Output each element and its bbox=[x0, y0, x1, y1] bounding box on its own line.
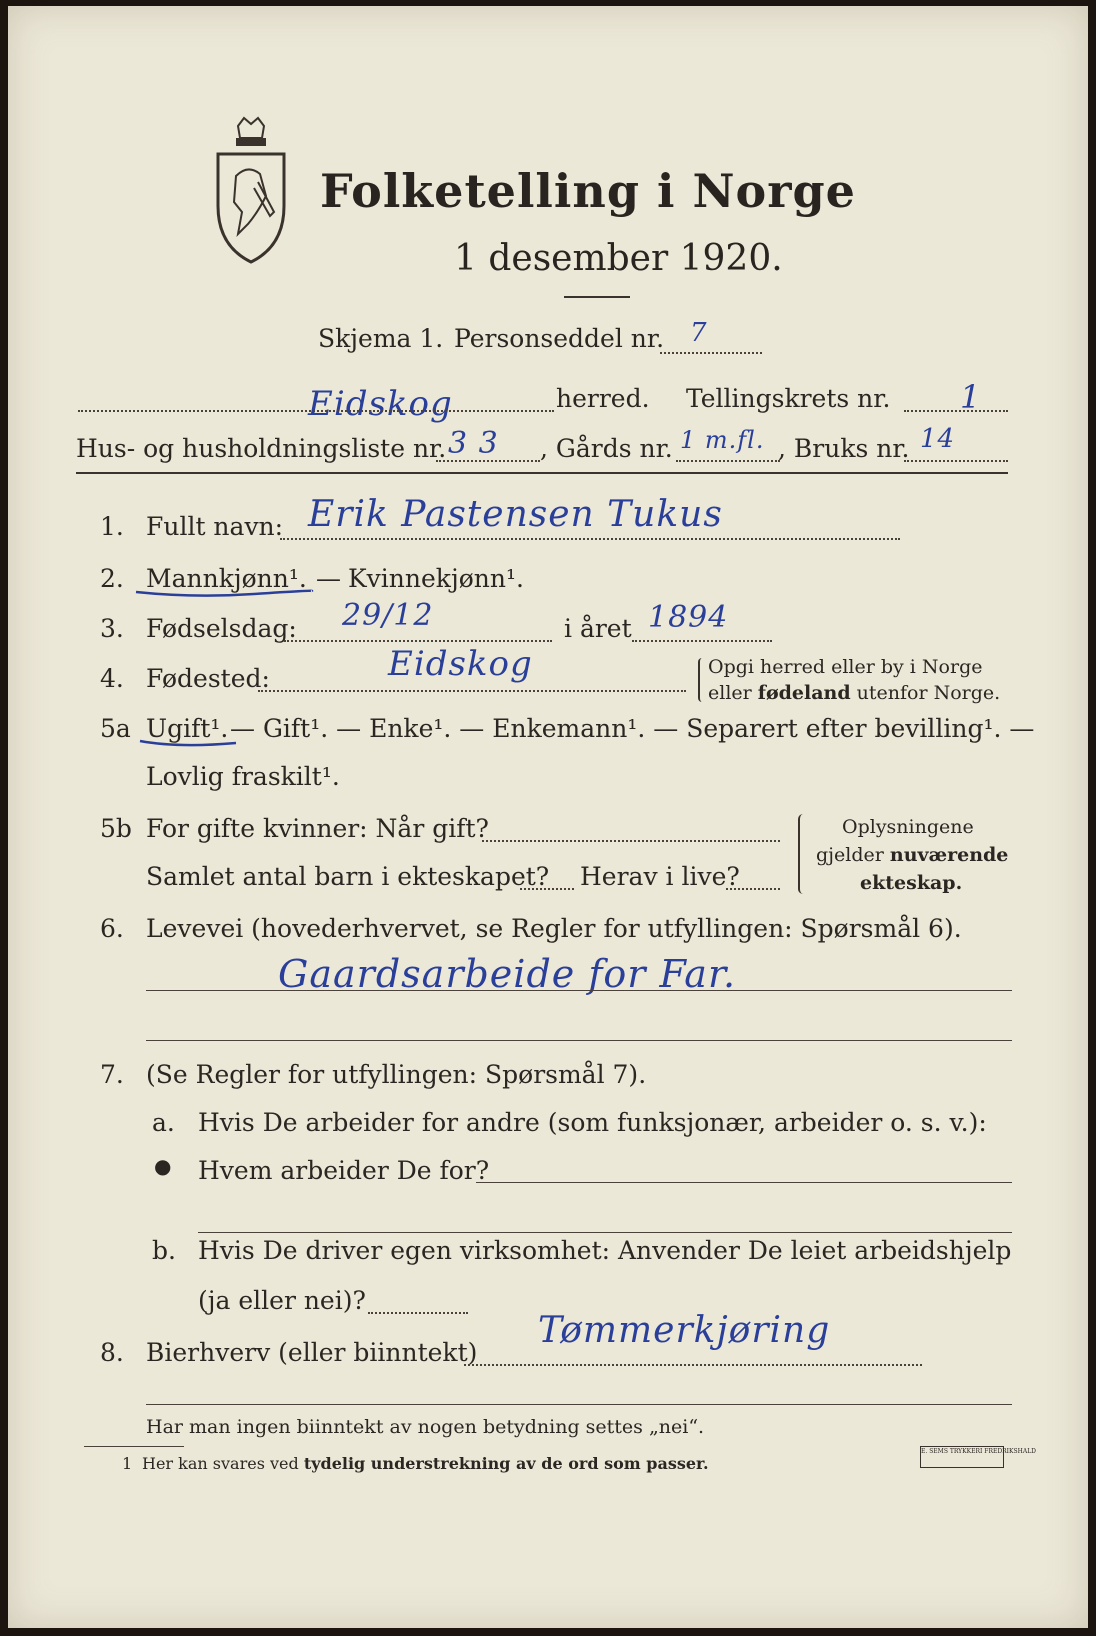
coat-of-arms-icon bbox=[208, 116, 294, 266]
birth-date-field[interactable]: 29/12 bbox=[342, 598, 434, 633]
birthplace-field[interactable]: Eidskog bbox=[388, 644, 533, 684]
q3-number: 3. bbox=[100, 614, 124, 643]
ugift-underline-mark bbox=[138, 738, 238, 748]
q7b-label: Hvis De driver egen virksomhet: Anvender De leiet arbeidshjelp bbox=[198, 1236, 1012, 1265]
q6-number: 6. bbox=[100, 914, 124, 943]
children-alive-field[interactable] bbox=[726, 888, 780, 890]
personseddel-label: Personseddel nr. bbox=[454, 324, 665, 353]
husliste-label: Hus- og husholdningsliste nr. bbox=[76, 434, 447, 463]
occupation-label: Levevei (hovederhvervet, se Regler for utfyllingen: Spørsmål 6). bbox=[146, 914, 962, 943]
children-alive-label: Herav i live? bbox=[580, 862, 740, 891]
full-name-field[interactable]: Erik Pastensen Tukus bbox=[308, 494, 723, 535]
q5b-number: 5b bbox=[100, 814, 132, 843]
married-when-field[interactable] bbox=[482, 840, 780, 842]
hired-help-label: (ja eller nei)? bbox=[198, 1286, 366, 1315]
side-income-label: Bierhverv (eller biinntekt) bbox=[146, 1338, 478, 1367]
children-count-field[interactable] bbox=[520, 888, 574, 890]
herred-label: herred. bbox=[556, 384, 650, 413]
birthplace-note-1: Opgi herred eller by i Norge bbox=[708, 656, 983, 678]
footnote-number: 1 bbox=[122, 1454, 133, 1473]
q3-label: Fødselsdag: bbox=[146, 614, 297, 643]
marriage-note-2: gjelder nuværende bbox=[816, 844, 1009, 866]
q7b-letter: b. bbox=[152, 1236, 176, 1265]
q2-number: 2. bbox=[100, 564, 124, 593]
q7-label: (Se Regler for utfyllingen: Spørsmål 7). bbox=[146, 1060, 647, 1089]
marital-options[interactable]: — Gift¹. — Enke¹. — Enkemann¹. — Separert efter bevilling¹. — bbox=[230, 714, 1035, 743]
hired-help-field[interactable] bbox=[368, 1312, 468, 1314]
q1-label: Fullt navn: bbox=[146, 512, 284, 541]
personseddel-number-field[interactable]: 7 bbox=[690, 318, 708, 348]
q7a-letter: a. bbox=[152, 1108, 175, 1137]
marriage-note-3: ekteskap. bbox=[860, 872, 963, 894]
bruks-field[interactable]: 14 bbox=[920, 424, 956, 454]
children-count-label: Samlet antal barn i ekteskapet? bbox=[146, 862, 550, 891]
birthplace-note-2: eller fødeland utenfor Norge. bbox=[708, 682, 1001, 704]
option-male[interactable]: Mannkjønn¹. bbox=[146, 564, 307, 593]
option-ugift[interactable]: Ugift¹. bbox=[146, 714, 229, 743]
marriage-note-1: Oplysningene bbox=[842, 816, 974, 838]
page-title: Folketelling i Norge bbox=[320, 164, 856, 218]
q5a-number: 5a bbox=[100, 714, 131, 743]
q8-number: 8. bbox=[100, 1338, 124, 1367]
q2-separator: — bbox=[316, 564, 341, 593]
occupation-field[interactable]: Gaardsarbeide for Far. bbox=[278, 952, 737, 996]
bullet-icon: ● bbox=[154, 1154, 172, 1178]
gards-field[interactable]: 1 m.fl. bbox=[680, 426, 765, 454]
tellingskrets-label: Tellingskrets nr. bbox=[686, 384, 891, 413]
birth-year-label: i året bbox=[564, 614, 632, 643]
census-form-page bbox=[8, 6, 1088, 1628]
married-when-label: For gifte kvinner: Når gift? bbox=[146, 814, 489, 843]
q4-number: 4. bbox=[100, 664, 124, 693]
q7a-label: Hvis De arbeider for andre (som funksjonær, arbeider o. s. v.): bbox=[198, 1108, 987, 1137]
herred-field[interactable]: Eidskog bbox=[308, 384, 453, 424]
employer-label: Hvem arbeider De for? bbox=[198, 1156, 490, 1185]
employer-field[interactable] bbox=[476, 1182, 1012, 1183]
gards-label: , Gårds nr. bbox=[540, 434, 673, 463]
printer-stamp: E. SEMS TRYKKERI FREDRIKSHALD bbox=[920, 1446, 1004, 1468]
q1-number: 1. bbox=[100, 512, 124, 541]
bruks-label: , Bruks nr. bbox=[778, 434, 910, 463]
tellingskrets-field[interactable]: 1 bbox=[960, 378, 982, 416]
census-date: 1 desember 1920. bbox=[454, 238, 783, 279]
husliste-field[interactable]: 3 3 bbox=[448, 426, 499, 461]
no-income-note: Har man ingen biinntekt av nogen betydning settes „nei“. bbox=[146, 1416, 705, 1438]
footnote-text: Her kan svares ved tydelig understrekning av de ord som passer. bbox=[142, 1454, 709, 1473]
header-separator bbox=[76, 472, 1008, 474]
birth-year-field[interactable]: 1894 bbox=[648, 600, 729, 635]
male-underline-mark bbox=[134, 588, 314, 598]
option-female[interactable]: Kvinnekjønn¹. bbox=[348, 564, 524, 593]
q7-number: 7. bbox=[100, 1060, 124, 1089]
divider bbox=[564, 296, 630, 298]
side-income-field[interactable]: Tømmerkjøring bbox=[538, 1310, 831, 1351]
q4-label: Fødested: bbox=[146, 664, 270, 693]
skjema-label: Skjema 1. bbox=[318, 324, 444, 353]
option-lovlig-fraskilt[interactable]: Lovlig fraskilt¹. bbox=[146, 762, 340, 791]
